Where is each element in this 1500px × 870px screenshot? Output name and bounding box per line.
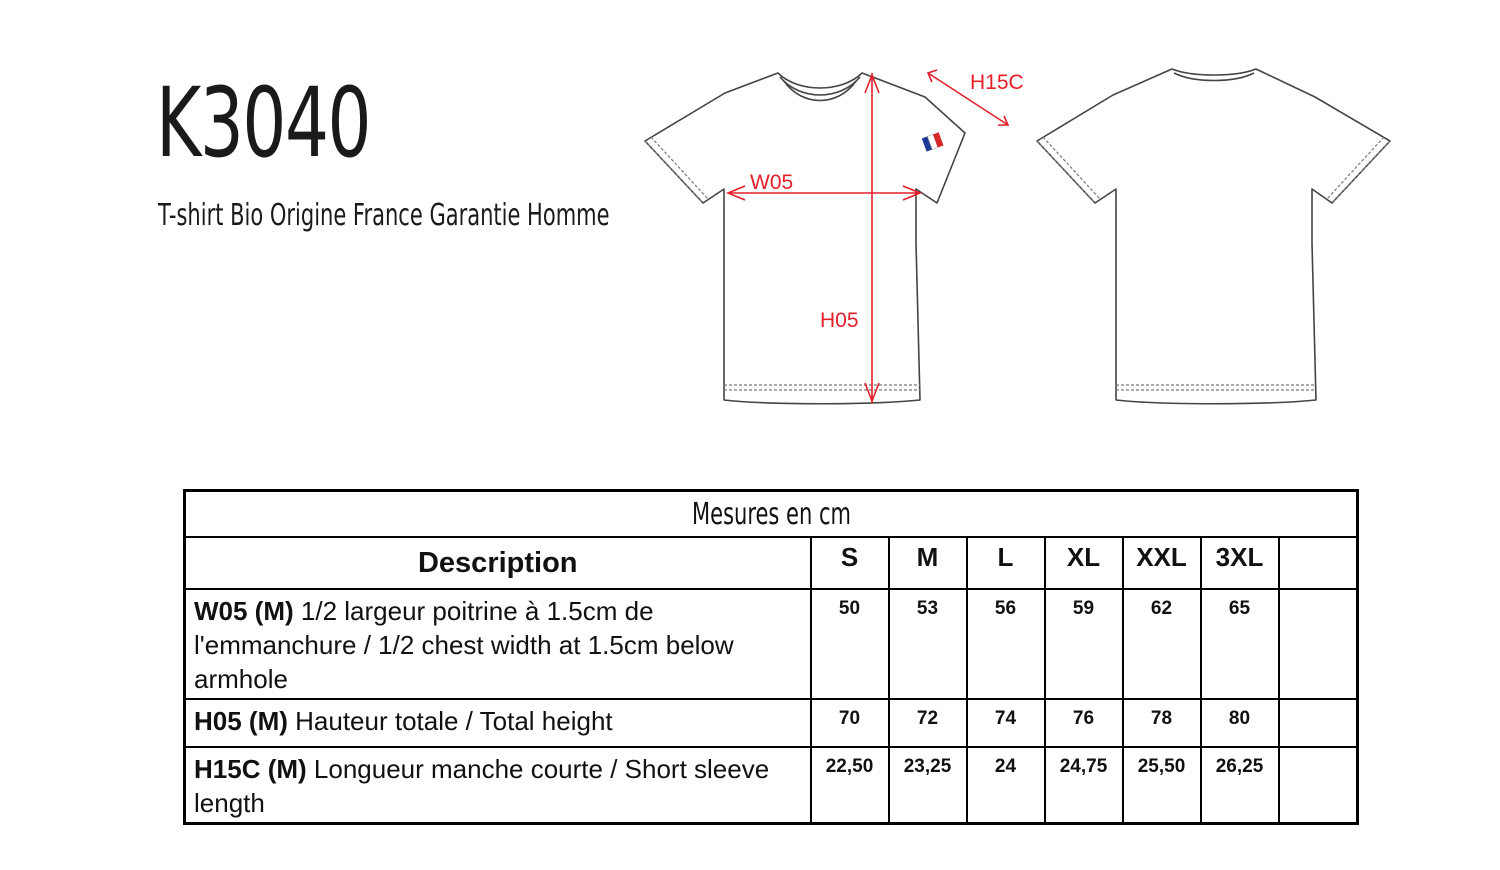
row-text: 1/2 largeur poitrine à 1.5cm de l'emmanchure / 1/2 chest width at 1.5cm below armhole [194,596,734,694]
value-cell: 72 [889,699,967,747]
row-description [185,699,811,747]
value-cell: 59 [1045,589,1123,699]
table-caption: Mesures en cm [185,491,1358,538]
w05-label: W05 [750,171,794,194]
value-cell: 50 [811,589,889,699]
tshirt-front [645,73,965,404]
row-description [185,589,811,699]
value-cell: 24,75 [1045,747,1123,824]
row-code: W05 (M) [194,596,294,626]
size-header: 3XL [1201,537,1279,589]
value-cell: 65 [1201,589,1279,699]
value-cell: 74 [967,699,1045,747]
row-description [185,747,811,824]
value-cell: 26,25 [1201,747,1279,824]
size-header: L [967,537,1045,589]
product-name: T-shirt Bio Origine France Garantie Homme [158,198,610,233]
size-header [1279,537,1358,589]
row-code: H05 (M) [194,706,288,736]
tshirt-back [1037,69,1390,404]
value-cell: 62 [1123,589,1201,699]
size-header: M [889,537,967,589]
value-cell: 80 [1201,699,1279,747]
value-cell [1279,747,1358,824]
row-text: Hauteur totale / Total height [287,706,613,736]
value-cell: 53 [889,589,967,699]
row-code: H15C (M) [194,754,307,784]
value-cell: 23,25 [889,747,967,824]
size-header: S [811,537,889,589]
row-text: Longueur manche courte / Short sleeve length [194,754,770,818]
caption-row [185,491,1358,538]
value-cell: 70 [811,699,889,747]
size-table [183,489,1359,825]
tshirt-diagram [620,55,1420,415]
size-header: XXL [1123,537,1201,589]
value-cell: 22,50 [811,747,889,824]
value-cell: 56 [967,589,1045,699]
table-row [185,699,1358,747]
table-row [185,589,1358,699]
h05-label: H05 [820,309,859,332]
value-cell [1279,589,1358,699]
header-row [185,537,1358,589]
value-cell: 76 [1045,699,1123,747]
model-code: K3040 [156,67,371,179]
h15c-label: H15C [970,71,1024,94]
value-cell: 24 [967,747,1045,824]
value-cell: 25,50 [1123,747,1201,824]
size-header: XL [1045,537,1123,589]
table-row [185,747,1358,824]
value-cell: 78 [1123,699,1201,747]
value-cell [1279,699,1358,747]
description-header: Description [185,537,811,589]
